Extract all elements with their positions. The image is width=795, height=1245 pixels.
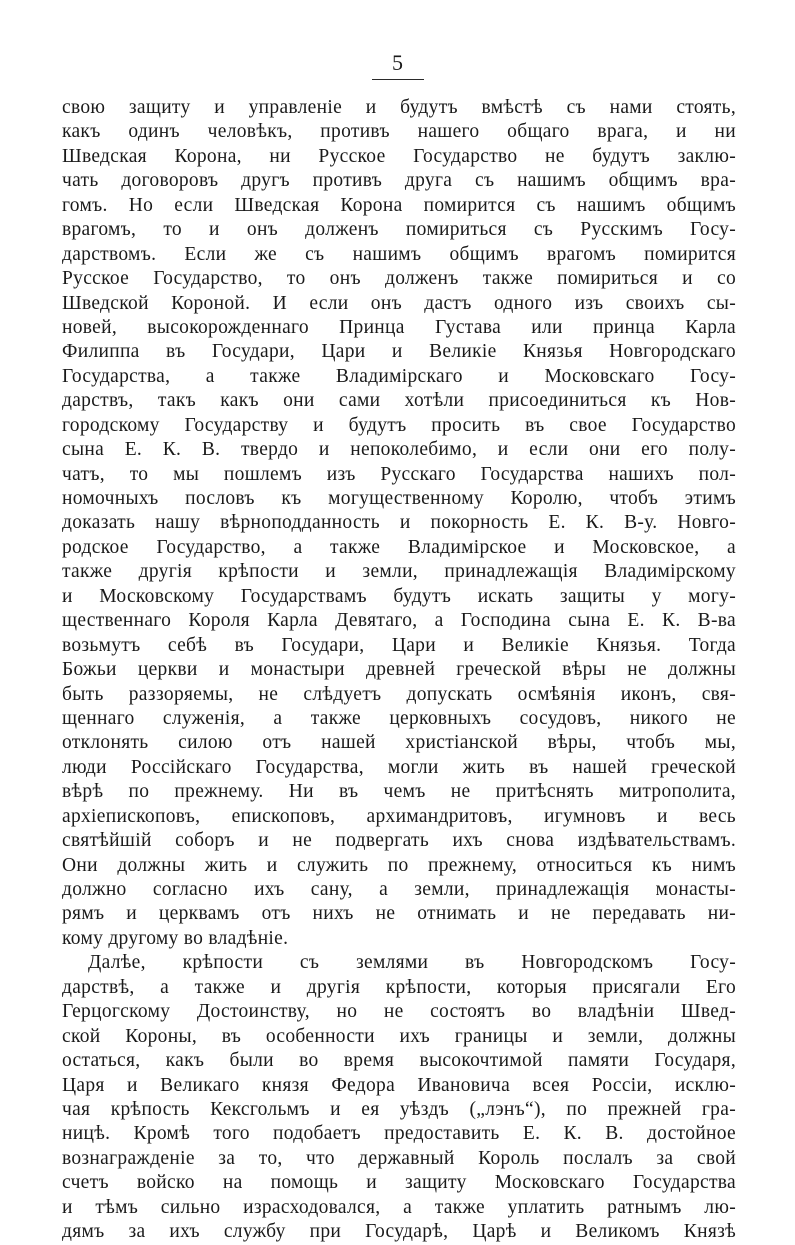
text-line: дямъ за ихъ службу при Государѣ, Царѣ и Великомъ Князѣ bbox=[62, 1221, 736, 1243]
text-line: Шведская Корона, ни Русское Государство не будутъ заклю- bbox=[62, 145, 736, 167]
text-line: свою защиту и управленіе и будутъ вмѣстѣ съ нами стоять, bbox=[62, 97, 736, 118]
text-line: номочныхъ пословъ къ могущественному Королю, чтобъ этимъ bbox=[62, 488, 736, 509]
text-line: Они должны жить и служить по прежнему, относиться къ нимъ bbox=[62, 854, 736, 876]
text-line: сына Е. К. В. твердо и непоколебимо, и если они его полу- bbox=[62, 439, 736, 461]
text-line: гомъ. Но если Шведская Корона помирится съ нашимъ общимъ bbox=[62, 194, 736, 216]
text-line: Царя и Великаго князя Федора Ивановича всея Россіи, исклю- bbox=[62, 1074, 736, 1096]
text-line: и Московскому Государствамъ будутъ искать защиты у могу- bbox=[62, 585, 736, 607]
text-line: вознагражденіе за то, что державный Король послалъ за свой bbox=[62, 1147, 736, 1169]
text-line: люди Россійскаго Государства, могли жить въ нашей греческой bbox=[62, 756, 736, 778]
text-line: новей, высокорожденнаго Принца Густава или принца Карла bbox=[62, 316, 736, 338]
text-line: Государства, а также Владимірскаго и Московскаго Госу- bbox=[62, 365, 736, 387]
text-line: городскому Государству и будутъ просить въ свое Государство bbox=[62, 414, 736, 436]
text-line: Шведской Короной. И если онъ дастъ одного изъ своихъ сы- bbox=[62, 292, 736, 314]
text-line: возьмутъ себѣ въ Государи, Цари и Великіе Князья. Тогда bbox=[62, 634, 736, 656]
page-number-rule bbox=[372, 79, 424, 80]
text-line: врагомъ, то и онъ долженъ помириться съ Русскимъ Госу- bbox=[62, 219, 736, 241]
text-line: Божьи церкви и монастыри древней греческой вѣры не должны bbox=[62, 659, 736, 681]
paragraph bbox=[62, 96, 736, 951]
text-line: архіепископовъ, епископовъ, архимандритовъ, игумновъ и весь bbox=[62, 805, 736, 827]
text-line: чатъ, то мы пошлемъ изъ Русскаго Государства нашихъ пол- bbox=[62, 463, 736, 485]
text-line: и тѣмъ сильно израсходовался, а также уплатить ратнымъ лю- bbox=[62, 1196, 736, 1218]
text-line: также другія крѣпости и земли, принадлежащія Владимірскому bbox=[62, 561, 736, 583]
text-line: остаться, какъ были во время высокочтимой памяти Государя, bbox=[62, 1050, 736, 1072]
text-line: святѣйшій соборъ и не подвергать ихъ снова издѣвательствамъ. bbox=[62, 830, 736, 852]
text-line: щеннаго служенія, а также церковныхъ сосудовъ, никого не bbox=[62, 707, 736, 729]
text-line: чать договоровъ другъ противъ друга съ нашимъ общимъ вра- bbox=[62, 170, 736, 192]
text-line: счетъ войско на помощь и защиту Московскаго Государства bbox=[62, 1172, 736, 1194]
text-line: ской Короны, въ особенности ихъ границы и земли, должны bbox=[62, 1025, 736, 1047]
body-text bbox=[62, 96, 736, 1245]
text-line: рямъ и церквамъ отъ нихъ не отнимать и не передавать ни- bbox=[62, 903, 736, 925]
text-line: ницѣ. Кромѣ того подобаетъ предоставить Е. К. В. достойное bbox=[62, 1123, 736, 1145]
text-line: родское Государство, а также Владимірское и Московское, а bbox=[62, 536, 736, 558]
page-number: 5 bbox=[392, 50, 403, 75]
text-line: чая крѣпость Кексгольмъ и ея уѣздъ („лэнъ“), по прежней гра- bbox=[62, 1098, 736, 1120]
text-line: Герцогскому Достоинству, но не состоятъ во владѣніи Швед- bbox=[62, 1001, 736, 1023]
text-line: должно согласно ихъ сану, а земли, принадлежащія монасты- bbox=[62, 879, 736, 900]
text-line: быть раззоряемы, не слѣдуетъ допускать осмѣянія иконъ, свя- bbox=[62, 683, 736, 705]
text-line: кому другому во владѣніе. bbox=[62, 927, 289, 949]
text-line: Далѣе, крѣпости съ землями въ Новгородскомъ Госу- bbox=[88, 952, 736, 974]
text-line: какъ одинъ человѣкъ, противъ нашего общаго врага, и ни bbox=[62, 121, 736, 143]
text-line: Филиппа въ Государи, Цари и Великіе Князья Новгородскаго bbox=[62, 341, 736, 363]
text-line: дарствъ, такъ какъ они сами хотѣли присоединиться къ Нов- bbox=[62, 390, 736, 412]
text-line: Русское Государство, то онъ долженъ также помириться и со bbox=[62, 268, 736, 290]
text-line: вѣрѣ по прежнему. Ни въ чемъ не притѣснять митрополита, bbox=[62, 781, 736, 803]
text-line: отклонять силою отъ нашей христіанской вѣры, чтобъ мы, bbox=[62, 732, 736, 754]
text-line: доказать нашу вѣрноподданность и покорность Е. К. В-у. Новго- bbox=[62, 512, 736, 534]
text-line: дарствомъ. Если же съ нашимъ общимъ врагомъ помирится bbox=[62, 243, 736, 265]
text-line: щественнаго Короля Карла Девятаго, а Господина сына Е. К. В-ва bbox=[62, 610, 736, 632]
text-line: дарствѣ, а также и другія крѣпости, которыя присягали Его bbox=[62, 976, 736, 998]
paragraph bbox=[62, 951, 736, 1244]
